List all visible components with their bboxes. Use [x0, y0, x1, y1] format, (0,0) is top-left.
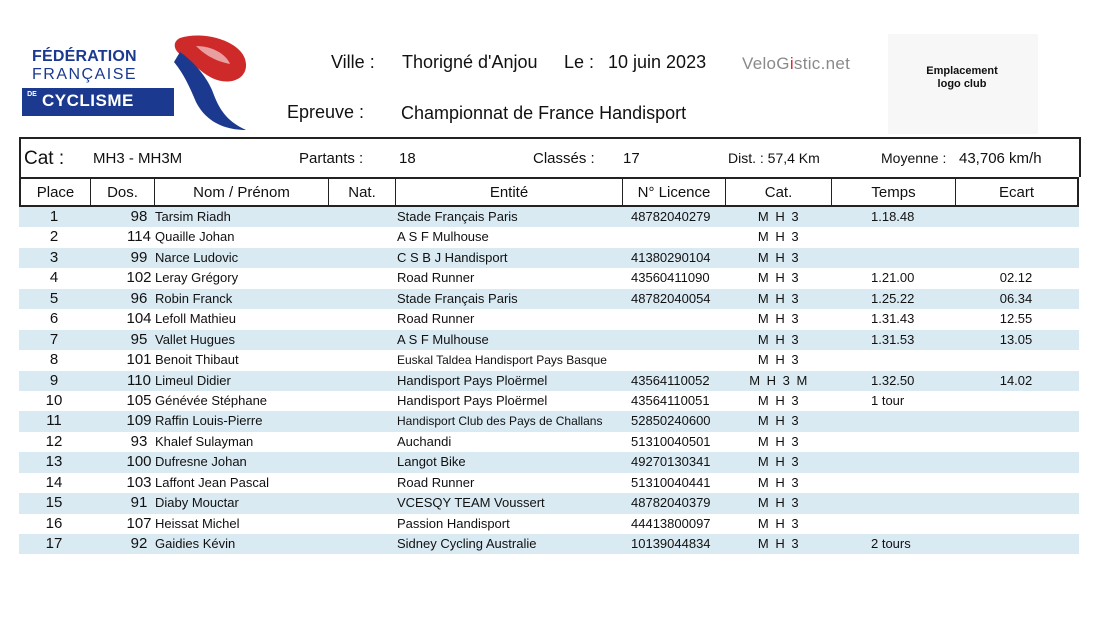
cell-nom: Narce Ludovic — [155, 249, 239, 265]
cell-nom: Raffin Louis-Pierre — [155, 413, 263, 429]
cell-dos: 91 — [130, 494, 148, 512]
cell-dos: 104 — [126, 310, 152, 328]
cell-place: 11 — [46, 412, 62, 430]
cell-nom: Tarsim Riadh — [155, 209, 231, 224]
cell-ecart — [979, 452, 1053, 472]
col-nom: Nom / Prénom — [154, 179, 328, 207]
table-row — [19, 493, 1079, 513]
cell-place: 3 — [49, 248, 59, 266]
cell-nom: Dufresne Johan — [155, 454, 247, 470]
table-row — [19, 473, 1079, 493]
cell-temps: 1.21.00 — [871, 270, 915, 286]
table-row — [19, 452, 1079, 472]
classes-label: Classés : — [533, 150, 595, 167]
cell-temps: 2 tours — [871, 536, 911, 551]
moyenne-value: 43,706 km/h — [959, 150, 1042, 167]
cell-ecart — [979, 350, 1053, 370]
cell-dos: 114 — [127, 228, 151, 246]
cell-licence: 10139044834 — [631, 536, 711, 551]
cell-entite: Sidney Cycling Australie — [397, 536, 537, 551]
cell-nom: Benoit Thibaut — [155, 352, 239, 368]
cell-cat: M H 3 — [757, 290, 801, 306]
col-temps: Temps — [831, 179, 955, 207]
cell-place: 17 — [45, 535, 63, 552]
velogistic-brand — [742, 54, 850, 74]
cell-temps: 1.25.22 — [871, 290, 915, 306]
date-label: Le : — [564, 52, 595, 72]
epreuve-value: Championnat de France Handisport — [401, 103, 687, 123]
cell-entite: Auchandi — [397, 433, 452, 449]
cell-licence: 49270130341 — [631, 454, 711, 470]
epreuve-label: Epreuve : — [287, 102, 365, 122]
table-row — [19, 289, 1079, 309]
col-nat: Nat. — [328, 179, 395, 207]
cell-licence: 48782040279 — [631, 209, 711, 224]
cell-dos: 93 — [130, 432, 148, 450]
date-value: 10 juin 2023 — [608, 52, 707, 72]
cell-ecart — [979, 534, 1053, 554]
cell-entite: Road Runner — [397, 474, 475, 490]
ffc-logo — [22, 32, 254, 134]
cell-licence: 51310040501 — [631, 433, 711, 449]
table-row — [19, 207, 1079, 227]
cell-cat: M H 3 — [757, 474, 801, 490]
cell-nom: Lefoll Mathieu — [155, 311, 236, 327]
cell-entite: Handisport Club des Pays de Challans — [397, 414, 603, 429]
cell-ecart — [979, 493, 1053, 513]
cell-place: 4 — [49, 269, 59, 287]
cell-place: 10 — [45, 391, 63, 409]
cell-licence: 52850240600 — [631, 413, 711, 429]
cell-ecart: 06.34 — [999, 290, 1033, 306]
cell-cat: M H 3 — [757, 515, 801, 531]
brand-part1: VeloG — [742, 54, 790, 73]
results-table-body — [19, 207, 1079, 554]
cell-temps: 1.32.50 — [871, 372, 915, 388]
cell-place: 9 — [49, 371, 59, 389]
table-row — [19, 411, 1079, 431]
cell-entite: Stade Français Paris — [397, 209, 518, 224]
table-row — [19, 309, 1079, 329]
table-row — [19, 371, 1079, 391]
table-row — [19, 350, 1079, 370]
race-info-bar — [19, 137, 1081, 177]
cell-cat: M H 3 — [757, 536, 801, 551]
cell-ecart — [979, 432, 1053, 452]
cell-entite: A S F Mulhouse — [397, 229, 489, 245]
cell-place: 2 — [49, 228, 59, 246]
cell-cat: M H 3 — [757, 433, 801, 449]
cell-ecart: 02.12 — [999, 270, 1033, 286]
cell-nom: Quaille Johan — [155, 229, 235, 245]
cell-entite: Road Runner — [397, 311, 475, 327]
cell-cat: M H 3 — [757, 270, 801, 286]
cell-cat: M H 3 M — [749, 372, 809, 388]
table-header — [19, 177, 1079, 207]
cell-cat: M H 3 — [757, 392, 801, 408]
cell-entite: C S B J Handisport — [397, 249, 508, 265]
table-row — [19, 227, 1079, 247]
logo-line-francaise: FRANÇAISE — [32, 66, 138, 83]
cell-dos: 98 — [130, 208, 148, 225]
cell-entite: Stade Français Paris — [397, 290, 518, 306]
cell-dos: 110 — [127, 371, 151, 389]
cell-entite: Road Runner — [397, 270, 475, 286]
cell-dos: 107 — [126, 514, 152, 532]
cell-dos: 95 — [130, 330, 148, 348]
cell-nom: Khalef Sulayman — [155, 433, 254, 449]
cell-dos: 100 — [126, 453, 152, 471]
cell-dos: 96 — [130, 289, 148, 307]
cell-place: 16 — [45, 514, 63, 532]
cell-ecart — [979, 207, 1053, 227]
partants-label: Partants : — [299, 150, 364, 167]
table-row — [19, 330, 1079, 350]
cell-nom: Génévée Stéphane — [155, 392, 268, 408]
table-row — [19, 268, 1079, 288]
cell-dos: 99 — [130, 248, 148, 266]
logo-line-cyclisme: CYCLISME — [42, 91, 134, 110]
cell-licence: 44413800097 — [631, 515, 711, 531]
cell-cat: M H 3 — [757, 454, 801, 470]
col-ecart: Ecart — [955, 179, 1079, 207]
cell-licence: 43564110052 — [631, 372, 710, 388]
table-row — [19, 534, 1079, 554]
logo-swoosh-icon — [150, 32, 254, 134]
cat-value: MH3 - MH3M — [93, 150, 183, 167]
cell-entite: Handisport Pays Ploërmel — [397, 392, 548, 408]
col-cat: Cat. — [725, 179, 831, 207]
cell-entite: A S F Mulhouse — [397, 331, 489, 347]
cell-entite: Passion Handisport — [397, 515, 510, 531]
cell-ecart: 13.05 — [999, 331, 1033, 347]
brand-part-g: i — [789, 54, 794, 73]
logo-de: DE — [27, 91, 37, 98]
cell-licence: 48782040379 — [631, 495, 711, 511]
cell-licence: 48782040054 — [631, 290, 711, 306]
cell-place: 12 — [45, 432, 63, 450]
cell-entite: VCESQY TEAM Voussert — [397, 495, 545, 511]
col-licence: N° Licence — [622, 179, 725, 207]
cat-label: Cat : — [24, 148, 65, 169]
cell-nom: Gaidies Kévin — [155, 536, 236, 551]
ville-label: Ville : — [331, 52, 375, 72]
table-row — [19, 514, 1079, 534]
classes-value: 17 — [623, 150, 640, 167]
table-row — [19, 432, 1079, 452]
cell-licence: 43560411090 — [631, 270, 710, 286]
cell-entite: Euskal Taldea Handisport Pays Basque — [397, 353, 607, 368]
cell-nom: Vallet Hugues — [155, 331, 235, 347]
cell-place: 13 — [45, 453, 63, 471]
cell-dos: 105 — [126, 391, 152, 409]
cell-nom: Laffont Jean Pascal — [155, 474, 269, 490]
cell-nom: Leray Grégory — [155, 270, 239, 286]
cell-temps: 1 tour — [871, 392, 905, 408]
cell-licence: 51310040441 — [631, 474, 711, 490]
club-logo-text: Emplacement logo club — [926, 65, 998, 90]
cell-place: 8 — [49, 351, 59, 369]
cell-cat: M H 3 — [757, 352, 801, 368]
cell-cat: M H 3 — [757, 331, 801, 347]
cell-temps: 1.18.48 — [871, 209, 915, 224]
cell-cat: M H 3 — [757, 249, 801, 265]
cell-cat: M H 3 — [757, 209, 801, 224]
cell-temps: 1.31.43 — [871, 311, 915, 327]
cell-dos: 101 — [126, 351, 152, 369]
cell-place: 7 — [49, 330, 59, 348]
cell-ecart: 12.55 — [999, 311, 1033, 327]
cell-dos: 92 — [130, 535, 148, 552]
cell-nom: Robin Franck — [155, 290, 233, 306]
cell-place: 6 — [49, 310, 59, 328]
table-row — [19, 248, 1079, 268]
cell-place: 14 — [45, 473, 63, 491]
cell-ecart — [979, 411, 1053, 431]
cell-nom: Heissat Michel — [155, 515, 240, 531]
ville-value: Thorigné d'Anjou — [402, 52, 538, 72]
cell-nom: Limeul Didier — [155, 372, 231, 388]
logo-line-federation: FÉDÉRATION — [32, 48, 137, 65]
cell-licence: 43564110051 — [631, 392, 710, 408]
cell-ecart — [979, 473, 1053, 493]
cell-place: 1 — [49, 208, 59, 225]
cell-ecart — [979, 391, 1053, 411]
brand-part2: stic.net — [793, 54, 851, 73]
cell-ecart — [979, 514, 1053, 534]
cell-place: 15 — [45, 494, 63, 512]
cell-place: 5 — [49, 289, 59, 307]
col-dos: Dos. — [90, 179, 154, 207]
cell-dos: 109 — [126, 412, 152, 430]
cell-cat: M H 3 — [757, 413, 801, 429]
col-entite: Entité — [395, 179, 622, 207]
cell-temps: 1.31.53 — [871, 331, 915, 347]
partants-value: 18 — [399, 150, 416, 167]
cell-licence: 41380290104 — [631, 249, 711, 265]
cell-dos: 103 — [126, 473, 152, 491]
cell-ecart — [979, 227, 1053, 247]
cell-cat: M H 3 — [757, 311, 801, 327]
cell-dos: 102 — [126, 269, 152, 287]
distance: Dist. : 57,4 Km — [728, 150, 820, 166]
cell-ecart — [979, 248, 1053, 268]
table-row — [19, 391, 1079, 411]
col-place: Place — [19, 179, 90, 207]
cell-nom: Diaby Mouctar — [155, 495, 239, 511]
cell-cat: M H 3 — [757, 495, 801, 511]
cell-entite: Langot Bike — [397, 454, 466, 470]
cell-cat: M H 3 — [757, 229, 801, 245]
cell-ecart: 14.02 — [999, 372, 1033, 388]
moyenne-label: Moyenne : — [881, 150, 947, 166]
cell-entite: Handisport Pays Ploërmel — [397, 372, 548, 388]
